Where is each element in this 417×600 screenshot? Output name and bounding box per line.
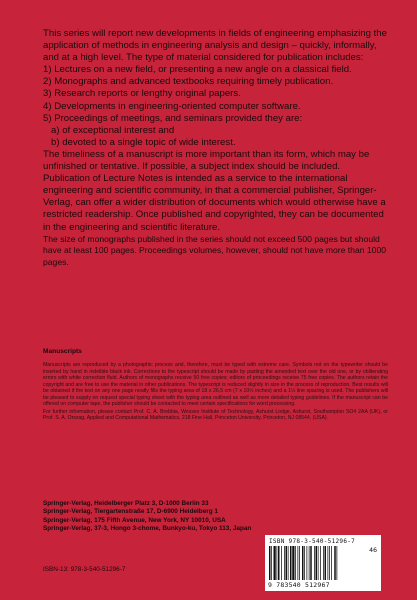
barcode-bar <box>304 546 305 580</box>
barcode-bar <box>337 546 338 580</box>
sublist-item: b) devoted to a single topic of wide interest. <box>51 136 236 148</box>
barcode-bar <box>318 546 319 580</box>
barcode-bar <box>288 546 289 580</box>
barcode-bar <box>329 546 330 580</box>
barcode-bar <box>320 546 321 580</box>
barcode-bar <box>278 546 280 580</box>
intro-paragraph: This series will report new developments in fields of engineering emphasizing the application of methods in engineering analysis and design – quickly, informally, and at a high level. The type of material considered for publication includes: <box>43 28 387 64</box>
barcode-bar <box>299 546 300 580</box>
address-line: Springer-Verlag, 37-3, Hongo 3-chome, Bunkyo-ku, Tokyo 113, Japan <box>43 524 252 532</box>
publication-paragraph: Publication of Lecture Notes is intended as a service to the international engineering and scientific community, in that a commercial publisher, Springer-Verlag, can offer a wider distribution of documents which would otherwise have a restricted readership. Once published and copyrighted, they can be documented in the engineering and scientific literature. <box>43 173 386 233</box>
address-line: Springer-Verlag, Heidelberger Platz 3, D-1000 Berlin 33 <box>43 500 209 507</box>
barcode-bar <box>314 546 315 580</box>
address-line: Springer-Verlag, Tiergartenstraße 17, D-6900 Heidelberg 1 <box>43 508 218 516</box>
barcode-bar <box>292 546 294 580</box>
barcode-box <box>265 535 381 591</box>
barcode-bar <box>269 546 271 580</box>
timeliness-paragraph: The timeliness of a manuscript is more important than its form, which may be unfinished or tentative. If possible, a subject index should be included. <box>43 148 370 173</box>
barcode-image <box>269 546 361 580</box>
barcode-bar <box>295 546 296 580</box>
barcode-bar <box>310 546 312 580</box>
barcode-bar <box>284 546 285 580</box>
isbn-line: ISBN-13: 978-3-540-51296-7 <box>43 566 126 573</box>
barcode-bar <box>298 546 299 580</box>
barcode-bar <box>325 546 327 580</box>
list-item: 5) Proceedings of meetings, and seminars provided they are: <box>43 112 303 124</box>
barcode-bar <box>274 546 276 580</box>
barcode-bar <box>302 546 304 580</box>
list-item: 1) Lectures on a new field, or presenting a new angle on a classical field. <box>43 64 352 76</box>
list-item: 3) Research reports or lengthy original papers. <box>43 88 241 100</box>
barcode-bar <box>286 546 288 580</box>
barcode-bar <box>309 546 310 580</box>
series-description <box>43 28 391 268</box>
list-item: 4) Developments in engineering-oriented computer software. <box>43 100 301 112</box>
barcode-digits: 9 783540 512967 <box>268 581 330 589</box>
list-item: 2) Monographs and advanced textbooks requiring timely publication. <box>43 76 334 88</box>
barcode-bar <box>281 546 282 580</box>
size-paragraph: The size of monographs published in the series should not exceed 500 pages but should have at least 100 pages. Proceedings volumes, however, should not have more than 1000 pages. <box>43 233 387 267</box>
barcode-bar <box>328 546 329 580</box>
barcode-bar <box>323 546 324 580</box>
barcode-addon: 46 <box>369 546 377 554</box>
barcode-bar <box>334 546 336 580</box>
barcode-bar <box>331 546 332 580</box>
manuscripts-text <box>43 362 388 422</box>
barcode-bar <box>307 546 308 580</box>
sublist-item: a) of exceptional interest and <box>51 124 175 136</box>
publisher-addresses <box>43 500 343 533</box>
barcode-bar <box>316 546 318 580</box>
contact-paragraph: For further information, please contact Prof. C. A. Brebbia, Wessex Institute of Technology, Ashurst Lodge, Ashurst, Southampton SO4 2AA (UK), or Prof. S. A. Orszag, Applied and Computational Mathematics, 218 Fine Hall, Princeton University, Princeton, NJ 08544, (USA). <box>43 408 388 422</box>
manuscripts-paragraph: Manuscripts are reproduced by a photographic process and, therefore, must be typed with extreme care. Symbols not on the typewriter should be inserted by hand in indelible black ink. Corrections to the typescript should be made by pasting the amended text over the old one, or by obliterating errors with white correction fluid. Authors of monographs receive 50 free copies; editors of proceedings receive 75 free copies. The authors retain the copyright and are free to use the material in other publications. The typescript is reduced slightly in size in the process of reproduction. Best results will be obtained if the text on any one page neatly fills the typing area of 18 x 26,5 cm (7 x 10½ inches) and a 1½ line spacing is used. The publishers will be pleased to supply on request special typing sheet with the typing area outlined as well as more detailed typing guidelines. If the manuscript can be offered on computer tape, the publisher should be contacted to meet certain specifications for word processing. <box>43 362 388 408</box>
manuscripts-heading: Manuscripts <box>43 348 82 355</box>
barcode-bar <box>271 546 272 580</box>
address-line: Springer-Verlag, 175 Fifth Avenue, New York, NY 10010, USA <box>43 516 226 524</box>
barcode-bar <box>277 546 278 580</box>
barcode-isbn-label: ISBN 978-3-540-51296-7 <box>269 538 356 545</box>
barcode-bar <box>290 546 292 580</box>
